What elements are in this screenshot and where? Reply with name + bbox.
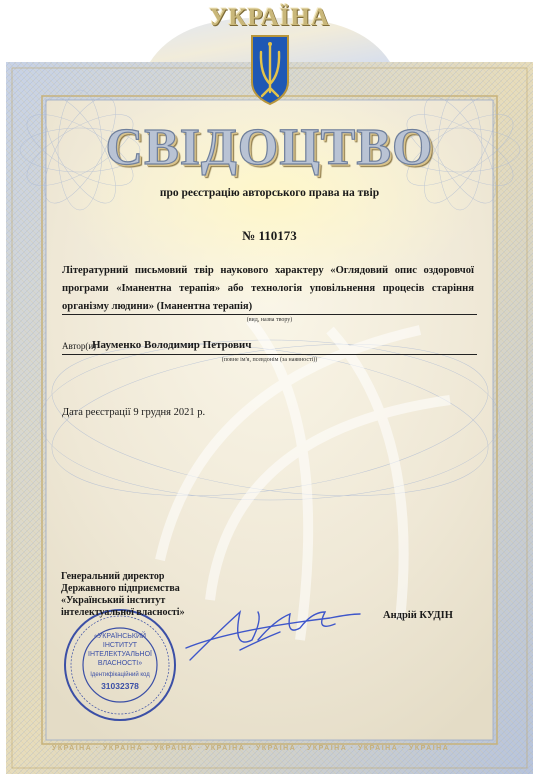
work-caption: (вид, назва твору) [246,317,293,323]
signatory-position [61,571,185,619]
position-line: Генеральний директор [61,571,165,582]
registration-date: Дата реєстрації 9 грудня 2021 р. [62,407,206,418]
position-line: Державного підприємства [61,583,180,594]
work-underline [62,314,477,315]
author-name: Науменко Володимир Петрович [92,339,252,351]
seal-line: ВЛАСНОСТІ» [97,660,143,667]
author-label: Автор(и) [62,341,97,351]
position-line: інтелектуальної власності» [61,607,185,618]
seal-line: ІНСТИТУТ [102,642,138,649]
seal-line: «УКРАЇНСЬКИЙ [93,633,147,640]
country-banner: УКРАЇНА [209,4,330,31]
author-underline [62,354,477,355]
signatory-name: Андрій КУДІН [383,610,453,621]
certificate-subtitle: про реєстрацію авторського права на твір [159,187,380,199]
trident-emblem [252,36,288,104]
position-line: «Український інститут [61,595,166,606]
work-description: Літературний письмовий твір наукового характеру «Оглядовий опис оздоровчої програми «Іманентна терапія» або технологія уповільнення процесів старіння організму людини» (Іманентна терапія) [62,265,474,312]
author-caption: (повне ім'я, псевдонім (за наявності)) [221,357,318,363]
seal-code-label: Ідентифікаційний код [90,672,150,678]
seal-code: 31032378 [101,681,139,691]
certificate-title: СВІДОЦТВО [105,119,434,176]
footer-band: УКРАЇНА · УКРАЇНА · УКРАЇНА · УКРАЇНА · УКРАЇНА · УКРАЇНА · УКРАЇНА · УКРАЇНА [52,745,450,752]
seal-line: ІНТЕЛЕКТУАЛЬНОЇ [88,651,152,658]
certificate-number: № 110173 [242,228,297,243]
